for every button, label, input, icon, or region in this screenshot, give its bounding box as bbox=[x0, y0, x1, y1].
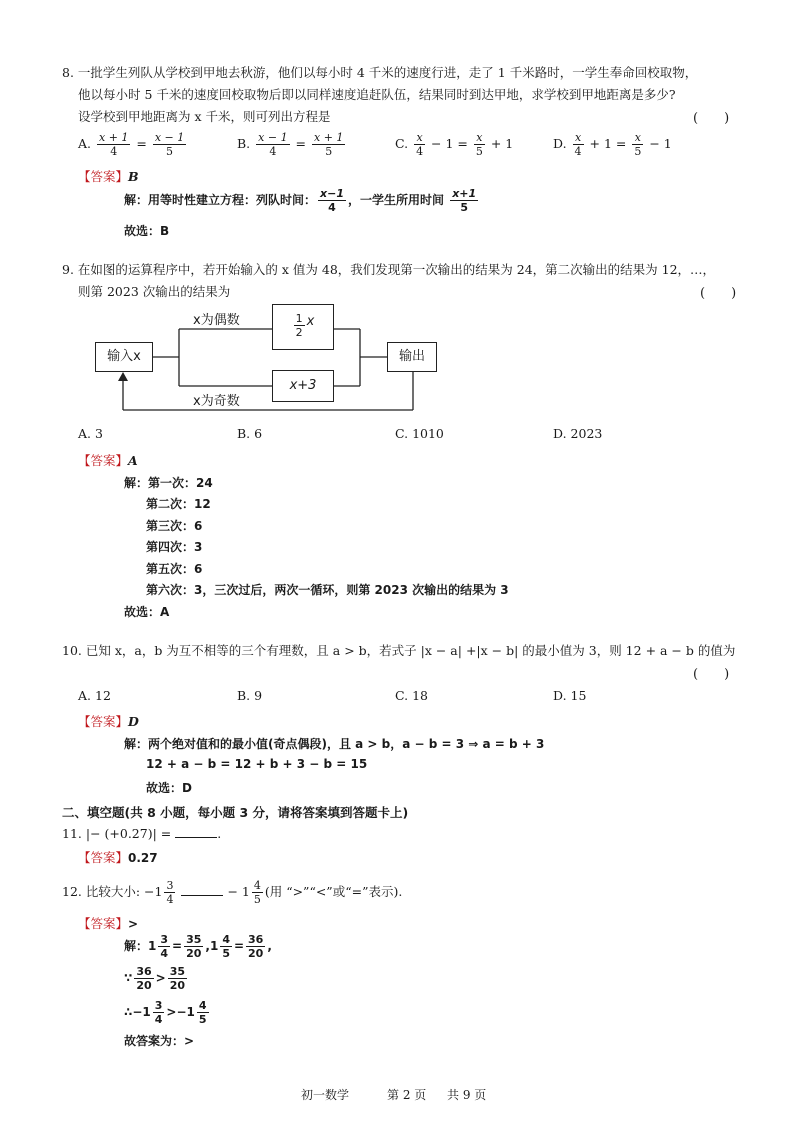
flow-half-box: $\frac{1}{2}$ x bbox=[272, 304, 334, 350]
q10-answer-paren: ( ) bbox=[693, 667, 730, 682]
q12-stem: 12. 比较大小: −1 $\frac{3}{4}$ − 1 $\frac{4}{5}$ (用 “>”“<”或“=”表示). bbox=[62, 879, 403, 906]
q9-solution-line: 第三次：6 bbox=[146, 519, 203, 533]
answer-value: > bbox=[128, 917, 139, 931]
footer-total: 共 9 页 bbox=[447, 1088, 487, 1102]
q9-solution-line: 解：第一次：24 bbox=[124, 476, 213, 490]
answer-value: D bbox=[128, 714, 139, 729]
q9-answer bbox=[78, 451, 138, 469]
answer-tag: 【答案】 bbox=[78, 850, 129, 865]
q8-option-d[interactable]: D. $\frac{x}{4}$ + 1 = $\frac{x}{5}$ − 1 bbox=[553, 131, 672, 158]
q10-option-a[interactable]: A. 12 bbox=[78, 688, 111, 703]
q8-answer-paren: ( ) bbox=[693, 111, 730, 126]
option-label: C. bbox=[395, 136, 409, 151]
flow-input-box: 输入x bbox=[95, 342, 153, 372]
q10-stem-line1: 10. 已知 x，a，b 为互不相等的三个有理数，且 a > b，若式子 |x − a| +|x − b| 的最小值为 3，则 12 + a − b 的值为 bbox=[62, 643, 736, 658]
answer-tag: 【答案】 bbox=[78, 916, 129, 931]
option-label: B. bbox=[237, 136, 251, 151]
q12-answer bbox=[78, 914, 138, 932]
q8-solution-line2: 故选：B bbox=[124, 224, 170, 238]
q10-solution-line: 12 + a − b = 12 + b + 3 − b = 15 bbox=[146, 757, 368, 771]
answer-value: A bbox=[128, 453, 138, 468]
footer-page: 第 2 页 bbox=[387, 1088, 427, 1102]
answer-tag: 【答案】 bbox=[78, 453, 129, 468]
section-heading: 二、填空题(共 8 小题，每小题 3 分，请将答案填到答题卡上) bbox=[62, 805, 409, 820]
q12-solution-line4: 故答案为：> bbox=[124, 1034, 195, 1048]
q10-answer bbox=[78, 712, 139, 730]
answer-value: 0.27 bbox=[128, 851, 158, 865]
q10-option-c[interactable]: C. 18 bbox=[395, 688, 428, 703]
q10-option-b[interactable]: B. 9 bbox=[237, 688, 263, 703]
q9-option-b[interactable]: B. 6 bbox=[237, 426, 263, 441]
q12-solution-line1: 解：1 $\frac{3}{4}$ = $\frac{35}{20}$ ,1 $\frac{4}{5}$ = $\frac{36}{20}$ , bbox=[124, 933, 272, 960]
q8-solution-line1: 解：用等时性建立方程：列队时间： $\frac{x-1}{4}$ ，一学生所用时间 $\frac{x+1}{5}$ bbox=[124, 187, 477, 214]
q9-answer-paren: ( ) bbox=[700, 286, 737, 301]
q10-solution-line: 故选：D bbox=[146, 781, 192, 795]
q10-solution-line: 解：两个绝对值和的最小值(奇点偶段)，且 a > b，a − b = 3 ⇒ a = b + 3 bbox=[124, 737, 545, 751]
q9-solution-line: 第四次：3 bbox=[146, 540, 203, 554]
arrow-up-icon bbox=[118, 372, 128, 381]
flow-odd-label: x为奇数 bbox=[193, 394, 240, 409]
option-label: D. bbox=[553, 136, 567, 151]
flow-output-box: 输出 bbox=[387, 342, 437, 372]
q11-answer-blank[interactable] bbox=[175, 825, 217, 838]
q12-answer-blank[interactable] bbox=[181, 883, 223, 896]
q8-option-c[interactable]: C. $\frac{x}{4}$ − 1 = $\frac{x}{5}$ + 1 bbox=[395, 131, 514, 158]
q12-solution-line2: ∵ $\frac{36}{20}$ > $\frac{35}{20}$ bbox=[124, 965, 186, 992]
q9-option-d[interactable]: D. 2023 bbox=[553, 426, 603, 441]
footer-subject: 初一数学 bbox=[301, 1088, 350, 1102]
q9-option-c[interactable]: C. 1010 bbox=[395, 426, 444, 441]
q8-stem-line1: 8. 一批学生列队从学校到甲地去秋游，他们以每小时 4 千米的速度行进，走了 1 千米路时，一学生奉命回校取物， bbox=[62, 65, 698, 80]
q11-stem: 11. |− (+0.27)| = . bbox=[62, 826, 222, 841]
q9-solution-line: 第五次：6 bbox=[146, 562, 203, 576]
q8-stem-line3: 设学校到甲地距离为 x 千米，则可列出方程是 bbox=[78, 109, 331, 124]
q10-option-d[interactable]: D. 15 bbox=[553, 688, 587, 703]
option-label: A. bbox=[78, 136, 92, 151]
answer-value: B bbox=[128, 169, 139, 184]
q9-stem-line2: 则第 2023 次输出的结果为 bbox=[78, 284, 231, 299]
flow-even-label: x为偶数 bbox=[193, 313, 240, 328]
q8-option-b[interactable]: B. $\frac{x - 1}{4}$ = $\frac{x + 1}{5}$ bbox=[237, 131, 344, 158]
q9-stem-line1: 9. 在如图的运算程序中，若开始输入的 x 值为 48，我们发现第一次输出的结果为 24，第二次输出的结果为 12，…， bbox=[62, 262, 716, 277]
q8-stem-line2: 他以每小时 5 千米的速度回校取物后即以同样速度追赶队伍，结果同时到达甲地，求学校到甲地距离是多少? bbox=[78, 87, 676, 102]
q9-solution-line: 第六次：3，三次过后，两次一循环，则第 2023 次输出的结果为 3 bbox=[146, 583, 509, 597]
flow-plus3-box: x+3 bbox=[272, 370, 334, 402]
q9-solution-line: 第二次：12 bbox=[146, 497, 211, 511]
q12-solution-line3: ∴−1 $\frac{3}{4}$ >−1 $\frac{4}{5}$ bbox=[124, 999, 207, 1026]
q9-option-a[interactable]: A. 3 bbox=[78, 426, 103, 441]
q11-answer bbox=[78, 848, 158, 866]
q9-solution-line: 故选：A bbox=[124, 605, 170, 619]
answer-tag: 【答案】 bbox=[78, 714, 129, 729]
q8-answer bbox=[78, 167, 139, 185]
answer-tag: 【答案】 bbox=[78, 169, 129, 184]
q8-option-a[interactable]: A. $\frac{x + 1}{4}$ = $\frac{x - 1}{5}$ bbox=[78, 131, 185, 158]
